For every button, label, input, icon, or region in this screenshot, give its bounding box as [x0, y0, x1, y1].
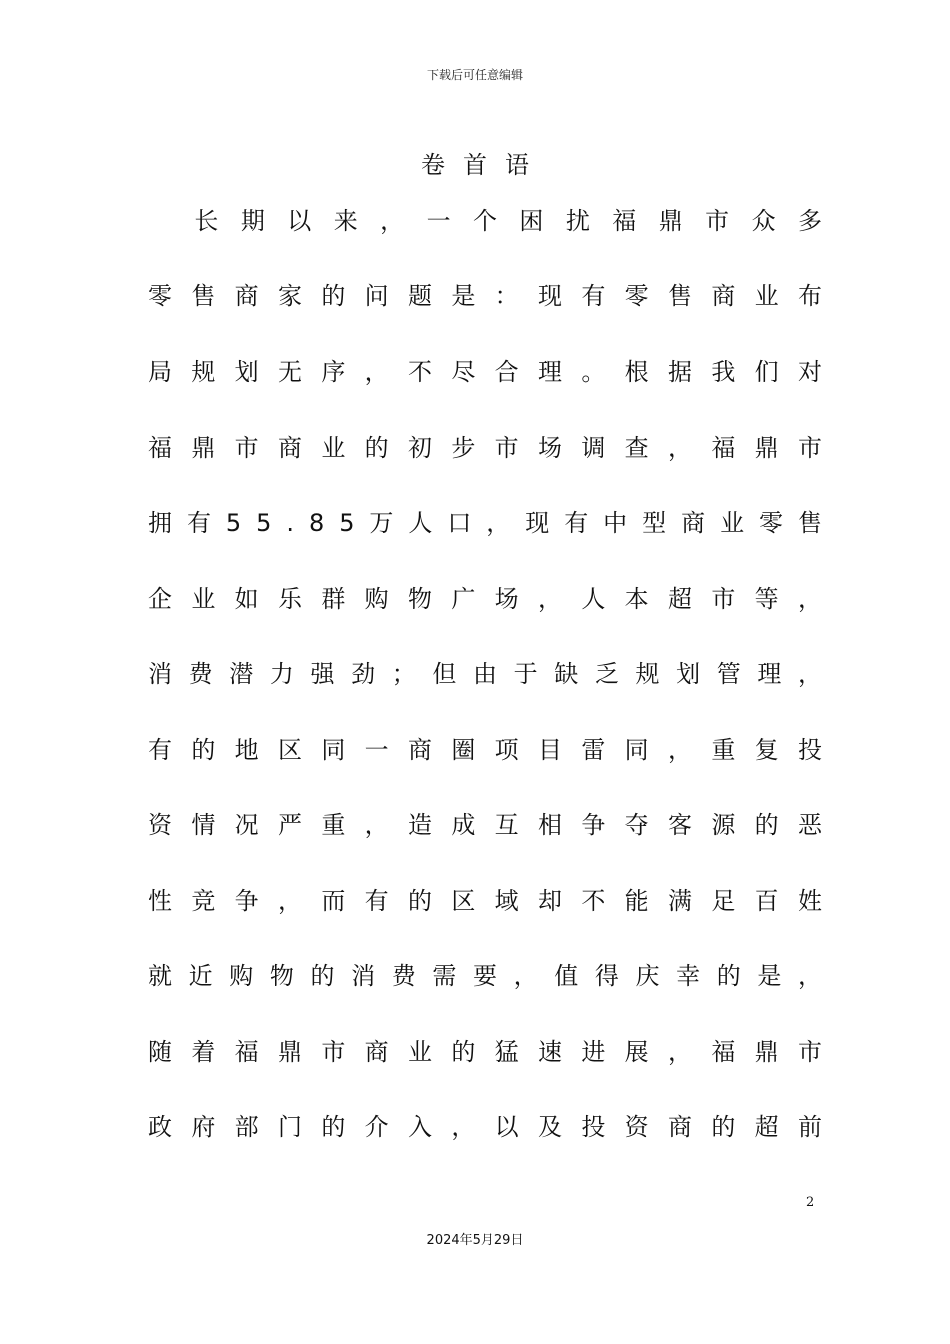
- footer-date: 2024年5月29日: [426, 1233, 524, 1248]
- body-line: 性竞争，而有的区域却不能满足百姓: [148, 887, 842, 915]
- page-number: 2: [806, 1195, 815, 1210]
- body-line: 零售商家的问题是：现有零售商业布: [148, 282, 842, 310]
- document-title: 卷首语: [421, 151, 547, 179]
- body-line: 企业如乐群购物广场，人本超市等，: [148, 585, 842, 613]
- header-note: 下载后可任意编辑: [426, 68, 523, 82]
- body-line: 资情况严重，造成互相争夺客源的恶: [148, 811, 842, 839]
- body-line: 政府部门的介入，以及投资商的超前: [148, 1113, 842, 1141]
- body-line: 局规划无序，不尽合理。根据我们对: [148, 358, 842, 386]
- body-line: 消费潜力强劲；但由于缺乏规划管理，: [148, 660, 839, 688]
- body-line: 随着福鼎市商业的猛速进展，福鼎市: [148, 1038, 842, 1066]
- body-line: 福鼎市商业的初步市场调查，福鼎市: [148, 434, 842, 462]
- body-line: 拥有55.85万人口，现有中型商业零售: [148, 509, 837, 537]
- body-line: 就近购物的消费需要，值得庆幸的是，: [148, 962, 839, 990]
- body-line: 有的地区同一商圈项目雷同，重复投: [148, 736, 842, 764]
- body-line: 长期以来，一个困扰福鼎市众多: [148, 207, 845, 235]
